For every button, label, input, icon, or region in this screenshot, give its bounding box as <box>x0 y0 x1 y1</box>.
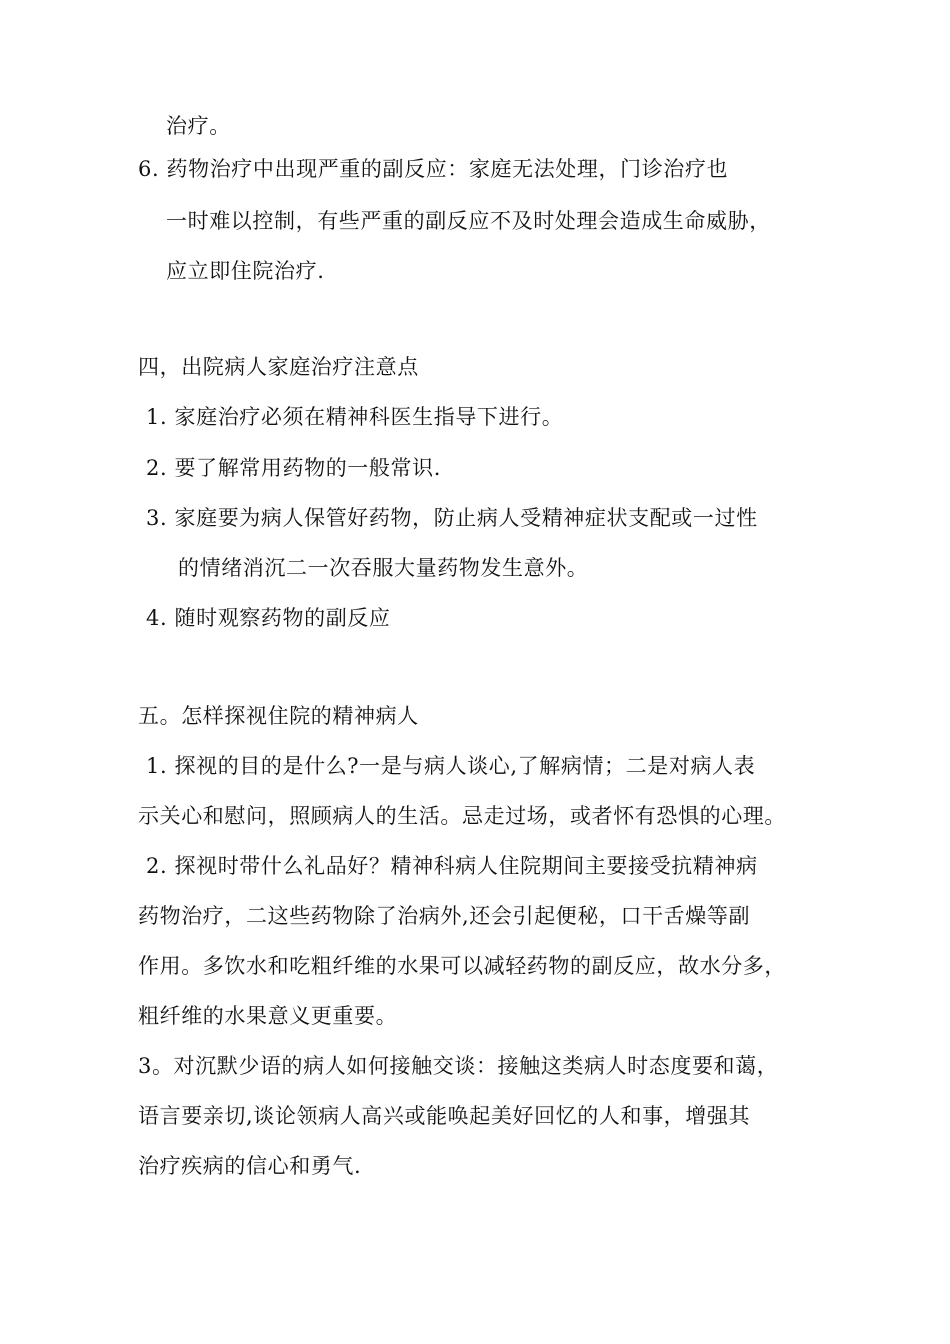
text-line-continuation: 的情绪消沉二一次吞服大量药物发生意外。 <box>178 556 589 580</box>
text-line-continuation: 治疗。 <box>166 114 231 138</box>
list-item-2: 2. 要了解常用药物的一般常识. <box>146 456 441 480</box>
text-line-continuation: 示关心和慰问，照顾病人的生活。忌走过场，或者怀有恐惧的心理。 <box>138 804 786 828</box>
text-line-continuation: 语言要亲切,谈论领病人高兴或能唤起美好回忆的人和事，增强其 <box>138 1104 751 1128</box>
paragraph-1: 1. 探视的目的是什么?一是与病人谈心,了解病情；二是对病人表 <box>146 754 756 778</box>
list-item-6: 6. 药物治疗中出现严重的副反应：家庭无法处理，门诊治疗也 <box>138 157 729 181</box>
text-line-continuation: 治疗疾病的信心和勇气. <box>138 1154 362 1178</box>
text-line-continuation: 作用。多饮水和吃粗纤维的水果可以减轻药物的副反应，故水分多， <box>138 954 786 978</box>
list-item-3: 3. 家庭要为病人保管好药物，防止病人受精神症状支配或一过性 <box>146 506 758 530</box>
text-line-continuation: 药物治疗，二这些药物除了治病外,还会引起便秘，口干舌燥等副 <box>138 904 751 928</box>
section-heading-5: 五。怎样探视住院的精神病人 <box>138 704 419 728</box>
section-heading-4: 四，出院病人家庭治疗注意点 <box>138 355 419 379</box>
text-line-continuation: 粗纤维的水果意义更重要。 <box>138 1004 398 1028</box>
text-line-continuation: 一时难以控制，有些严重的副反应不及时处理会造成生命威胁， <box>166 209 771 233</box>
text-line-continuation: 应立即住院治疗. <box>166 259 325 283</box>
paragraph-2: 2. 探视时带什么礼品好？精神科病人住院期间主要接受抗精神病 <box>146 854 758 878</box>
paragraph-3: 3。对沉默少语的病人如何接触交谈：接触这类病人时态度要和蔼， <box>138 1054 779 1078</box>
list-item-1: 1. 家庭治疗必须在精神科医生指导下进行。 <box>146 405 564 429</box>
list-item-4: 4. 随时观察药物的副反应 <box>146 606 391 630</box>
